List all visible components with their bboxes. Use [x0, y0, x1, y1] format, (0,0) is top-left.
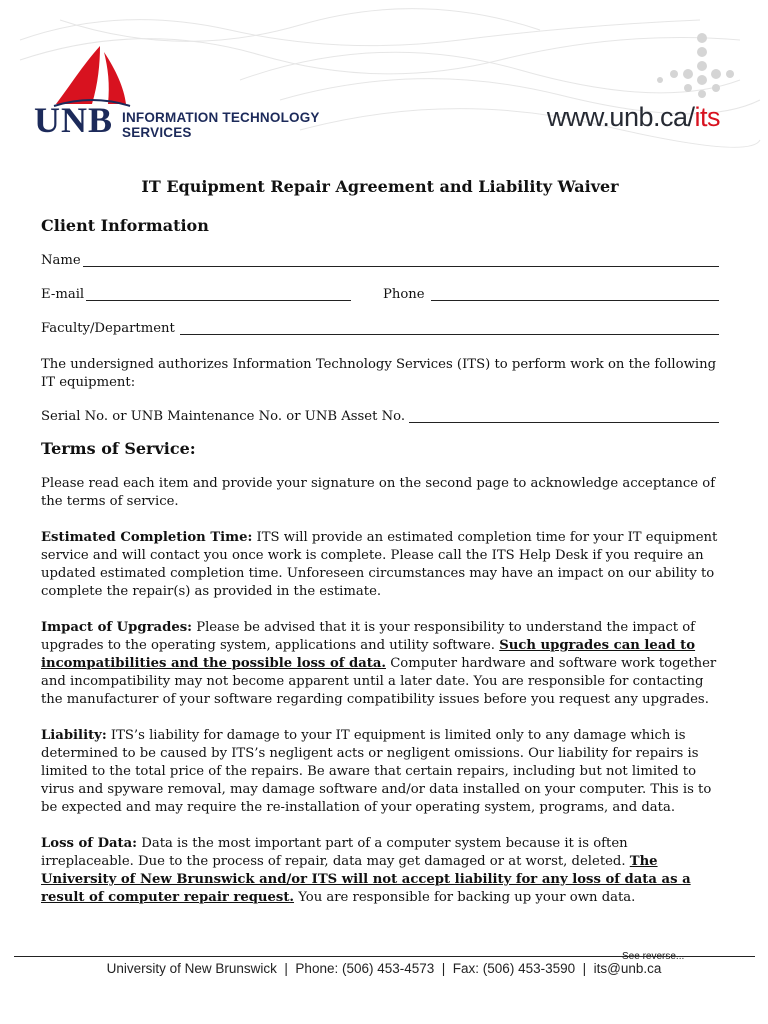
phone-field[interactable]	[383, 286, 719, 304]
authorization-statement: The undersigned authorizes Information Technology Services (ITS) to perform work on the following IT equipment:	[41, 357, 717, 390]
website-url[interactable]	[547, 102, 720, 133]
faculty-blank[interactable]	[180, 334, 719, 335]
upgrades-emphasis: Such upgrades can lead to incompatibilities and the possible loss of data.	[41, 638, 696, 671]
upgrades-clause	[41, 619, 719, 709]
document-title: IT Equipment Repair Agreement and Liability Waiver	[141, 177, 619, 196]
its-logo-line-2: SERVICES	[122, 125, 192, 140]
serial-field[interactable]	[41, 408, 719, 426]
liability-text: ITS’s liability for damage to your IT equipment is limited only to any damage which is determined to be caused by ITS’s negligent acts or negligent omissions. Our liability for repairs is limited to the total price of the repairs. Be aware that certain repairs, including but not limited to virus and spyware removal, may damage software and/or data installed on your computer. This is to be expected and may require the re-installation of your operating system, programs, and data.	[41, 728, 712, 815]
name-blank[interactable]	[83, 266, 719, 267]
completion-time-text: ITS will provide an estimated completion time for your IT equipment service and will contact you once work is complete. Please call the ITS Help Desk if you require an updated estimated completion time. Unforeseen circumstances may have an impact on our ability to complete the repair(s) as provided in the estimate.	[41, 530, 718, 599]
footer-divider	[14, 956, 755, 957]
terms-intro: Please read each item and provide your signature on the second page to acknowledge acceptance of the terms of service.	[41, 476, 716, 509]
upgrades-label: Impact of Upgrades:	[41, 620, 192, 635]
data-loss-emphasis: The University of New Brunswick and/or ITS will not accept liability for any loss of data as a result of computer repair request.	[41, 854, 691, 905]
serial-label: Serial No. or UNB Maintenance No. or UNB Asset No.	[41, 409, 406, 424]
liability-clause	[41, 727, 719, 817]
faculty-field[interactable]	[41, 320, 719, 338]
email-label: E-mail	[41, 287, 85, 302]
data-loss-clause	[41, 835, 719, 907]
footer-contact: University of New Brunswick | Phone: (506) 453-4573 | Fax: (506) 453-3590 | its@unb.ca	[106, 961, 662, 976]
serial-blank[interactable]	[409, 422, 719, 423]
name-field[interactable]	[41, 252, 719, 270]
data-loss-text-before: Data is the most important part of a computer system because it is often irreplaceable. Due to the process of repair, data may get damaged or at worst, deleted.	[41, 836, 630, 869]
letterhead	[0, 0, 768, 165]
url-prefix: www.unb.ca/	[546, 102, 695, 132]
data-loss-text-after: You are responsible for backing up your own data.	[294, 890, 636, 905]
data-loss-label: Loss of Data:	[41, 836, 138, 851]
sail-logo-icon	[52, 44, 132, 108]
url-suffix: its	[694, 102, 720, 132]
completion-time-clause	[41, 529, 719, 601]
phone-blank[interactable]	[431, 300, 719, 301]
unb-logo-text: UNB	[34, 100, 114, 140]
faculty-label: Faculty/Department	[41, 321, 175, 336]
client-information-heading: Client Information	[41, 216, 209, 235]
upgrades-text-after: Computer hardware and software work together and incompatibility may not become apparent until a later date. You are responsible for contacting the manufacturer of your software regarding compatibility issues before you request any upgrades.	[41, 656, 717, 707]
liability-label: Liability:	[41, 728, 107, 743]
contact-row	[41, 286, 719, 304]
form-body	[41, 178, 719, 907]
phone-label: Phone	[383, 287, 425, 302]
completion-time-label: Estimated Completion Time:	[41, 530, 253, 545]
its-logo-text	[122, 110, 320, 140]
terms-heading: Terms of Service:	[41, 439, 196, 458]
upgrades-text-before: Please be advised that it is your responsibility to understand the impact of upgrades to the operating system, applications and utility software.	[41, 620, 696, 653]
email-blank[interactable]	[86, 300, 351, 301]
its-logo-line-1: INFORMATION TECHNOLOGY	[122, 110, 320, 125]
email-field[interactable]	[41, 286, 351, 304]
see-reverse-note: See reverse...	[622, 951, 685, 962]
name-label: Name	[41, 253, 81, 268]
